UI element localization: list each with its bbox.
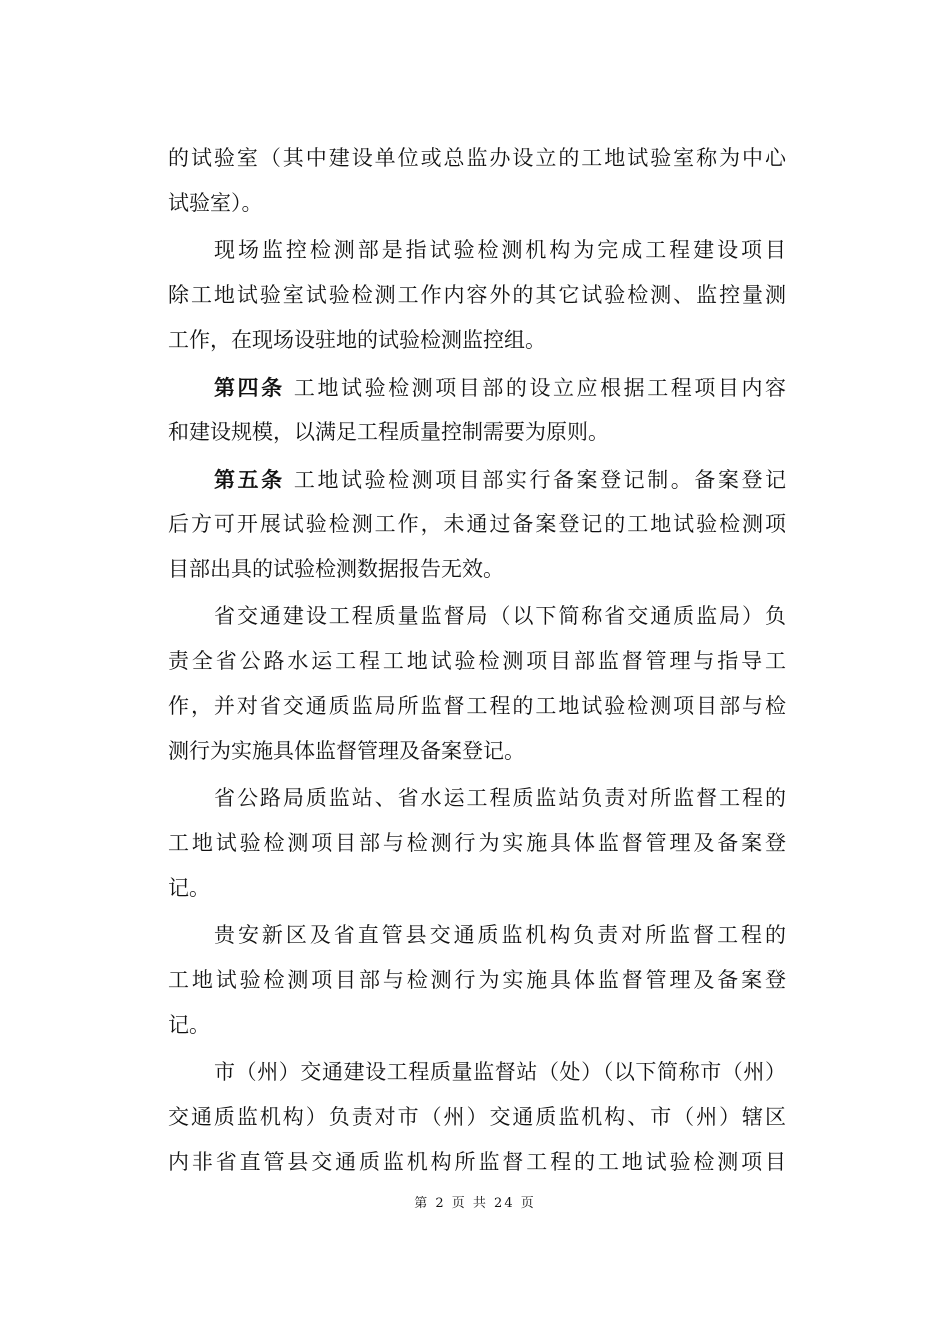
text-line: 市（州）交通建设工程质量监督站（处）（以下简称市（州） (214, 1060, 786, 1084)
paragraph-5 (168, 594, 786, 774)
text-line: 工作，在现场设驻地的试验检测监控组。 (168, 328, 546, 352)
paragraph-2 (168, 228, 786, 363)
paragraph-7 (168, 913, 786, 1048)
paragraph-6 (168, 776, 786, 911)
text-line: 作，并对省交通质监局所监督工程的工地试验检测项目部与检 (168, 694, 786, 718)
article-label: 第五条 (214, 467, 285, 492)
article-4 (168, 365, 786, 455)
article-5 (168, 457, 786, 592)
document-body (168, 136, 786, 1187)
text-line: 责全省公路水运工程工地试验检测项目部监督管理与指导工 (168, 649, 786, 673)
text-line: 工地试验检测项目部与检测行为实施具体监督管理及备案登 (168, 831, 786, 855)
text-line: 的试验室（其中建设单位或总监办设立的工地试验室称为中心 (168, 146, 786, 170)
text-line: 和建设规模，以满足工程质量控制需要为原则。 (168, 420, 609, 444)
text-line: 省交通建设工程质量监督局（以下简称省交通质监局）负 (214, 604, 786, 628)
article-text: 工地试验检测项目部的设立应根据工程项目内容 (293, 376, 786, 400)
text-line: 交通质监机构）负责对市（州）交通质监机构、市（州）辖区 (168, 1105, 786, 1129)
text-line: 试验室）。 (168, 191, 263, 215)
text-line: 目部出具的试验检测数据报告无效。 (168, 557, 504, 581)
text-line: 测行为实施具体监督管理及备案登记。 (168, 739, 525, 763)
text-line: 记。 (168, 876, 210, 900)
text-line: 后方可开展试验检测工作，未通过备案登记的工地试验检测项 (168, 512, 786, 536)
text-line: 现场监控检测部是指试验检测机构为完成工程建设项目 (214, 238, 786, 262)
article-label: 第四条 (214, 375, 285, 400)
paragraph-1 (168, 136, 786, 226)
text-line (168, 457, 786, 502)
article-text: 工地试验检测项目部实行备案登记制。备案登记 (293, 468, 786, 492)
text-line: 记。 (168, 1013, 210, 1037)
paragraph-8 (168, 1050, 786, 1185)
text-line (168, 365, 786, 410)
text-line: 贵安新区及省直管县交通质监机构负责对所监督工程的 (214, 923, 786, 947)
text-line: 工地试验检测项目部与检测行为实施具体监督管理及备案登 (168, 968, 786, 992)
page-number-footer: 第 2 页 共 24 页 (414, 1196, 536, 1211)
text-line: 省公路局质监站、省水运工程质监站负责对所监督工程的 (214, 786, 786, 810)
text-line: 内非省直管县交通质监机构所监督工程的工地试验检测项目 (168, 1150, 786, 1174)
text-line: 除工地试验室试验检测工作内容外的其它试验检测、监控量测 (168, 283, 786, 307)
